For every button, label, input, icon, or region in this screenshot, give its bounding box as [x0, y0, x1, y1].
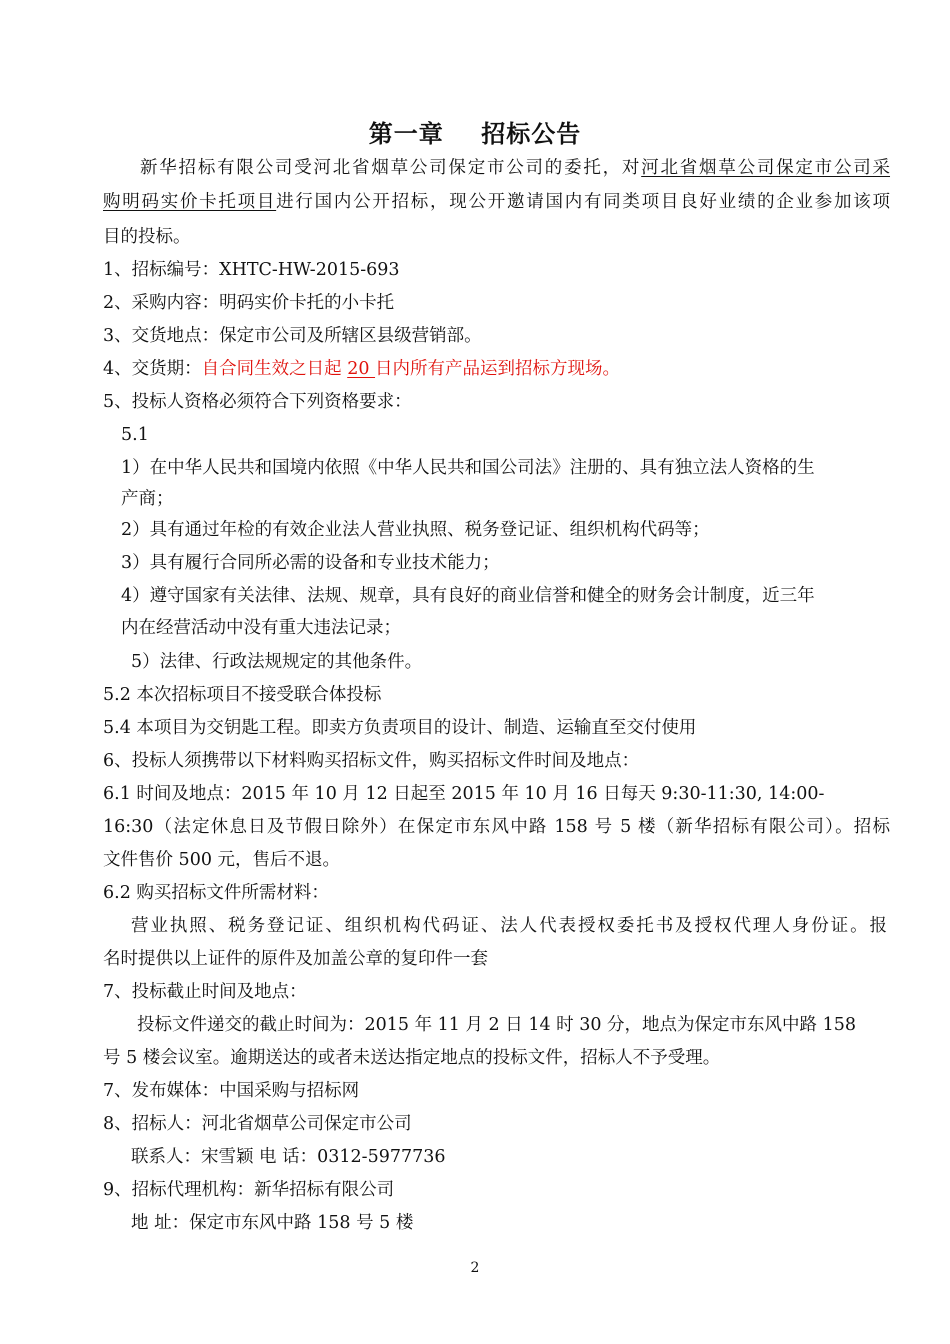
req-3: 3）具有履行合同所必需的设备和专业技术能力； — [121, 553, 500, 573]
item-delivery-location: 3、交货地点：保定市公司及所辖区县级营销部。 — [103, 326, 482, 346]
item-qualifications: 5、投标人资格必须符合下列资格要求： — [103, 392, 412, 412]
chapter-title: 第一章 招标公告 — [368, 120, 582, 148]
item-6-1-price: 文件售价 500 元，售后不退。 — [103, 850, 341, 870]
intro-line-3: 目的投标。 — [103, 227, 191, 247]
req-1-cont: 产商； — [121, 489, 174, 509]
item-deadline-cont: 号 5 楼会议室。逾期送达的或者未送达指定地点的投标文件，招标人不予受理。 — [103, 1048, 721, 1068]
delivery-period-red-text: 自合同生效之日起 — [201, 359, 348, 379]
item-media: 7、发布媒体：中国采购与招标网 — [103, 1081, 360, 1101]
item-bid-number: 1、招标编号：XHTC-HW-2015-693 — [103, 260, 400, 280]
item-contact: 联系人：宋雪颖 电 话：0312-5977736 — [131, 1147, 446, 1167]
item-purchase-content: 2、采购内容：明码实价卡托的小卡托 — [103, 293, 395, 313]
intro-line-1 — [140, 153, 890, 183]
item-deadline-detail: 投标文件递交的截止时间为：2015 年 11 月 2 日 14 时 30 分，地点为保定市东风中路 158 — [137, 1015, 857, 1035]
item-6-2: 6.2 购买招标文件所需材料： — [103, 883, 329, 903]
item-6-2-cont: 名时提供以上证件的原件及加盖公章的复印件一套 — [103, 949, 488, 969]
intro-text: 新华招标有限公司受河北省烟草公司保定市公司的委托，对 — [140, 158, 642, 178]
item-address: 地 址：保定市东风中路 158 号 5 楼 — [131, 1213, 414, 1233]
item-tenderer: 8、招标人：河北省烟草公司保定市公司 — [103, 1114, 412, 1134]
delivery-days: 20 — [347, 359, 376, 379]
intro-line-2 — [103, 187, 890, 217]
item-deadline: 7、投标截止时间及地点： — [103, 982, 307, 1002]
req-4-cont: 内在经营活动中没有重大违法记录； — [121, 618, 401, 638]
item-5-2: 5.2 本次招标项目不接受联合体投标 — [103, 685, 382, 705]
item-6-1-cont: 16:30（法定休息日及节假日除外）在保定市东风中路 158 号 5 楼（新华招标有限公司）。招标 — [103, 817, 890, 837]
page-number: 2 — [470, 1260, 480, 1276]
req-1: 1）在中华人民共和国境内依照《中华人民共和国公司法》注册的、具有独立法人资格的生 — [121, 458, 815, 478]
req-5: 5）法律、行政法规规定的其他条件。 — [131, 652, 423, 672]
sub-5-1: 5.1 — [121, 425, 149, 445]
project-name-underlined: 购明码实价卡托项目 — [103, 192, 277, 212]
item-6-2-materials: 营业执照、税务登记证、组织机构代码证、法人代表授权委托书及授权代理人身份证。报 — [131, 916, 887, 936]
item-agency: 9、招标代理机构：新华招标有限公司 — [103, 1180, 395, 1200]
req-2: 2）具有通过年检的有效企业法人营业执照、税务登记证、组织机构代码等； — [121, 520, 710, 540]
intro-text: 进行国内公开招标，现公开邀请国内有同类项目良好业绩的企业参加该项 — [276, 192, 891, 212]
delivery-period-label: 4、交货期： — [103, 359, 202, 379]
item-6-1: 6.1 时间及地点：2015 年 10 月 12 日起至 2015 年 10 月 16 日每天 9:30-11:30, 14:00- — [103, 784, 825, 804]
item-delivery-period — [103, 354, 893, 384]
item-tender-docs: 6、投标人须携带以下材料购买招标文件，购买招标文件时间及地点： — [103, 751, 640, 771]
req-4: 4）遵守国家有关法律、法规、规章，具有良好的商业信誉和健全的财务会计制度，近三年 — [121, 586, 815, 606]
project-name-underlined: 河北省烟草公司保定市公司采 — [641, 158, 891, 178]
delivery-period-red-text: 日内所有产品运到招标方现场。 — [375, 359, 621, 379]
item-5-4: 5.4 本项目为交钥匙工程。即卖方负责项目的设计、制造、运输直至交付使用 — [103, 718, 697, 738]
